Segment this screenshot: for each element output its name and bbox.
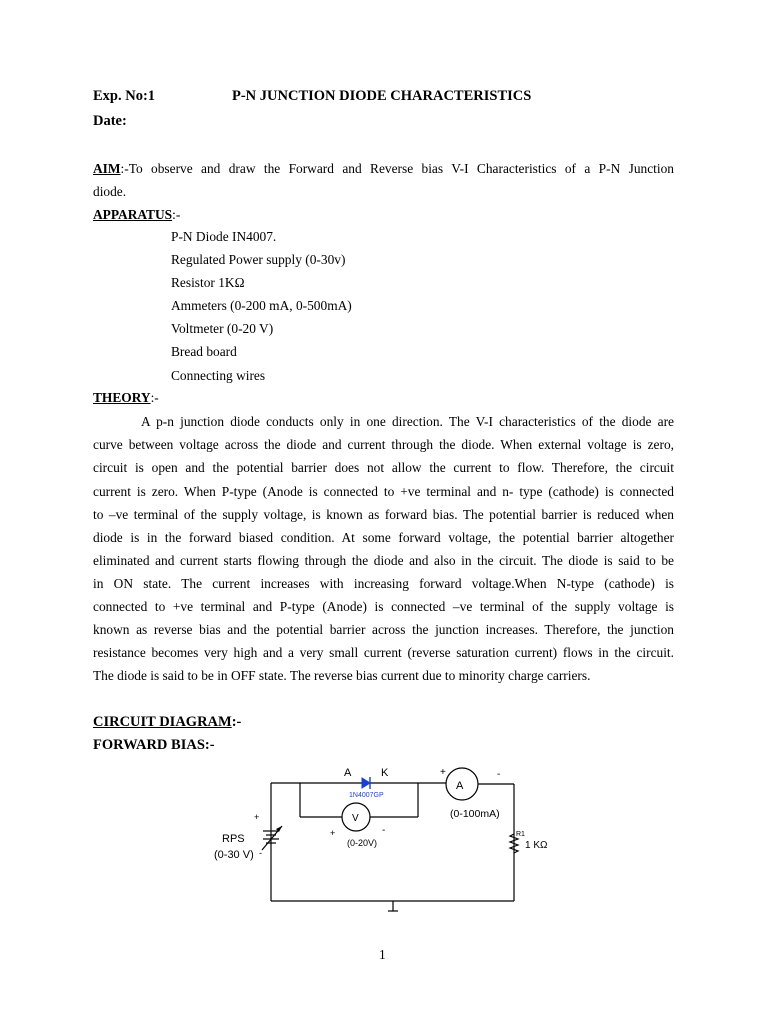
apparatus-item: P-N Diode IN4007. — [171, 229, 277, 244]
theory-line: resistance becomes very high and a very small current (reverse saturation current) flows in the circuit. — [93, 645, 674, 660]
voltmeter-symbol: V — [352, 813, 359, 824]
circuit-heading: CIRCUIT DIAGRAM — [93, 714, 232, 730]
theory-line: A p-n junction diode conducts only in one direction. The V-I characteristics of the diode are — [141, 414, 674, 429]
experiment-number: Exp. No:1 — [93, 88, 156, 104]
apparatus-item: Connecting wires — [171, 368, 266, 383]
forward-bias-heading: FORWARD BIAS:- — [93, 737, 215, 753]
theory-line: curve between voltage across the diode and current through the diode. When external voltage is zero, — [93, 437, 674, 452]
aim-line-1: AIM:-To observe and draw the Forward and Reverse bias V-I Characteristics of a P-N Junction — [93, 161, 674, 176]
apparatus-item: Regulated Power supply (0-30v) — [171, 252, 346, 267]
ammeter-plus: + — [440, 767, 446, 778]
theory-line: The diode is said to be in OFF state. The reverse bias current due to minority charge carriers. — [93, 668, 591, 683]
rps-range-label: (0-30 V) — [214, 849, 254, 861]
ammeter-minus: - — [497, 769, 501, 780]
aim-line-2: diode. — [93, 184, 127, 199]
apparatus-item: Bread board — [171, 344, 237, 359]
theory-line: circuit is open and the potential barrier does not allow the current to flow. Therefore, the circuit — [93, 460, 674, 475]
theory-line: eliminated and current starts flowing through the diode and also in the circuit. The diode is said to be — [93, 553, 674, 568]
circuit-heading-row: CIRCUIT DIAGRAM:- — [93, 714, 242, 730]
theory-line: diode is in the forward biased condition. At some forward voltage, the potential barrier altogether — [93, 530, 674, 545]
anode-label: A — [344, 767, 352, 779]
aim-heading: AIM — [93, 161, 121, 176]
apparatus-heading-row: APPARATUS:- — [93, 207, 181, 222]
rps-plus: + — [254, 812, 260, 822]
theory-heading-row: THEORY:- — [93, 390, 159, 405]
theory-line: to –ve terminal of the supply voltage, is known as forward bias. The potential barrier is reduced when — [93, 507, 674, 522]
apparatus-heading: APPARATUS — [93, 207, 173, 222]
page-title: P-N JUNCTION DIODE CHARACTERISTICS — [232, 88, 532, 104]
voltmeter-plus: + — [330, 828, 336, 838]
ammeter-range-label: (0-100mA) — [450, 808, 500, 820]
resistor-name-label: R1 — [516, 831, 525, 838]
rps-label: RPS — [222, 833, 245, 845]
date-label: Date: — [93, 113, 127, 129]
diode-part-label: 1N4007GP — [349, 792, 384, 799]
cathode-label: K — [381, 767, 389, 779]
theory-line: in ON state. The current increases with increasing forward voltage.When N-type (cathode) is — [93, 576, 674, 591]
theory-line: connected to +ve terminal and P-type (Anode) is connected –ve terminal of the supply voltage is — [93, 599, 674, 614]
theory-heading: THEORY — [93, 390, 151, 405]
theory-line: current is zero. When P-type (Anode is connected to +ve terminal and n- type (cathode) is connected — [93, 484, 674, 499]
rps-minus: - — [259, 848, 262, 858]
apparatus-item: Resistor 1KΩ — [171, 275, 245, 290]
apparatus-item: Voltmeter (0-20 V) — [171, 321, 274, 336]
ammeter-symbol: A — [456, 780, 464, 792]
resistor-value-label: 1 KΩ — [525, 840, 548, 851]
diode-symbol-icon — [362, 778, 370, 788]
apparatus-item: Ammeters (0-200 mA, 0-500mA) — [171, 298, 352, 313]
voltmeter-range-label: (0-20V) — [347, 838, 378, 848]
theory-line: known as reverse bias and the potential barrier across the junction increases. Therefore, the junction — [93, 622, 674, 637]
page-number: 1 — [379, 947, 386, 962]
voltmeter-minus: - — [382, 825, 386, 836]
